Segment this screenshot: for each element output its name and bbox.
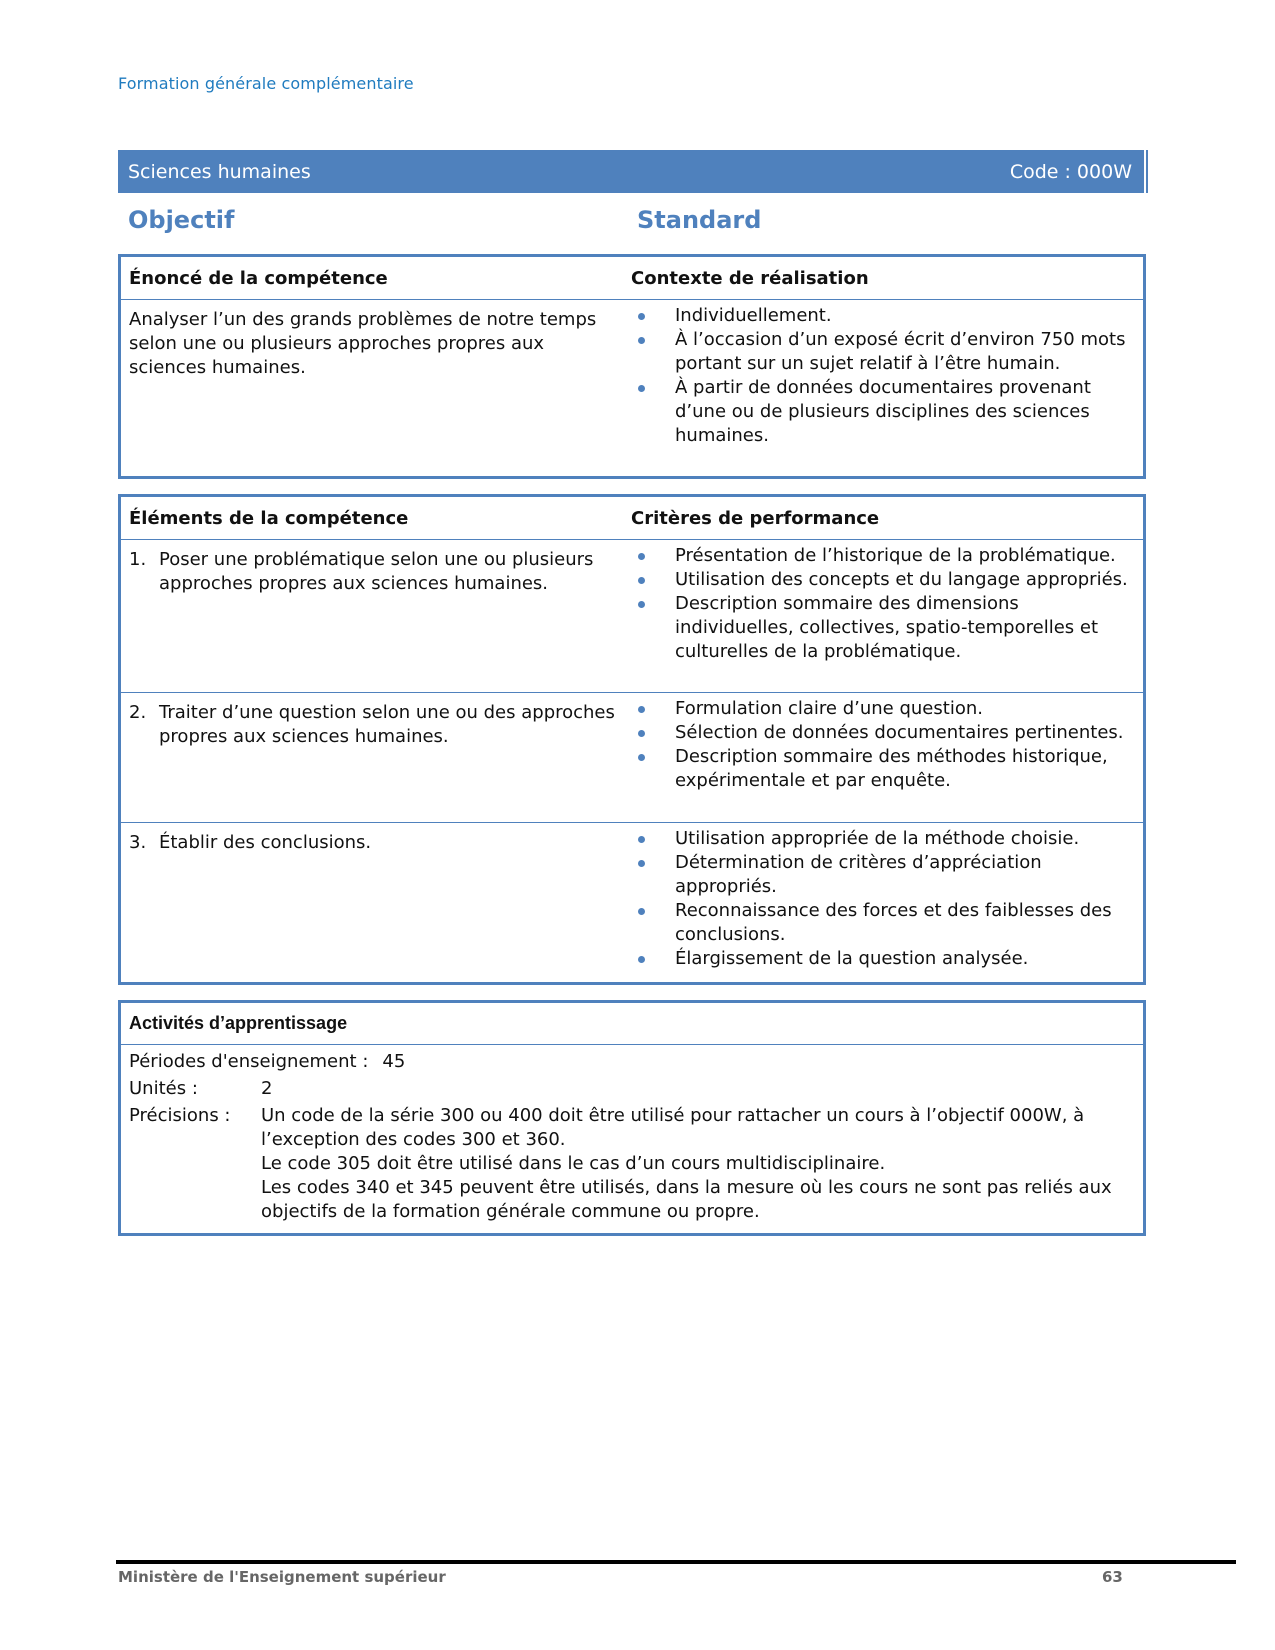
- criteria-cell: [631, 540, 1143, 692]
- list-item: Reconnaissance des forces et des faiblesses des conclusions.: [631, 899, 1133, 947]
- criteria-list: [631, 827, 1133, 971]
- section-heading-standard: Standard: [637, 206, 762, 234]
- element-number: 3.: [129, 832, 147, 853]
- bullet-icon: [631, 592, 675, 664]
- periodes-line: [129, 1050, 1133, 1074]
- elements-table: [118, 494, 1146, 985]
- enonce-text: Analyser l’un des grands problèmes de notre temps selon une ou plusieurs approches propres aux sciences humaines.: [129, 309, 597, 378]
- bullet-icon: [631, 304, 675, 328]
- bullet-icon: [631, 899, 675, 947]
- list-item: À partir de données documentaires provenant d’une ou de plusieurs disciplines des sciences humaines.: [631, 376, 1133, 448]
- list-item: Utilisation appropriée de la méthode choisie.: [631, 827, 1133, 851]
- course-code: Code : 000W: [1009, 160, 1132, 183]
- criteria-cell: [631, 823, 1143, 975]
- list-item: Sélection de données documentaires pertinentes.: [631, 721, 1133, 745]
- element-number: 1.: [129, 549, 147, 570]
- bullet-icon: [631, 721, 675, 745]
- precision-paragraph: Un code de la série 300 ou 400 doit être utilisé pour rattacher un cours à l’objectif 000W, à l’exception des codes 300 et 360.: [261, 1105, 1085, 1150]
- page-header-title: Formation générale complémentaire: [118, 74, 414, 93]
- bullet-icon: [631, 745, 675, 793]
- table-row: [121, 540, 1143, 693]
- element-number: 2.: [129, 702, 147, 723]
- precision-paragraph: Le code 305 doit être utilisé dans le cas d’un cours multidisciplinaire.: [261, 1153, 886, 1174]
- precision-paragraph: Les codes 340 et 345 peuvent être utilisés, dans la mesure où les cours ne sont pas reliés aux objectifs de la formation générale commune ou propre.: [261, 1177, 1112, 1222]
- list-item: Présentation de l’historique de la problématique.: [631, 544, 1133, 568]
- periodes-value: 45: [382, 1051, 406, 1072]
- list-item: Individuellement.: [631, 304, 1133, 328]
- competence-table: [118, 254, 1146, 479]
- bullet-icon: [631, 328, 675, 376]
- contexte-header: Contexte de réalisation: [631, 267, 869, 289]
- table-row: [121, 823, 1143, 975]
- competence-row: [121, 300, 1143, 452]
- list-item: Description sommaire des dimensions individuelles, collectives, spatio-temporelles et culturelles de la problématique.: [631, 592, 1133, 664]
- bullet-icon: [631, 376, 675, 448]
- precisions-text: [261, 1104, 1133, 1224]
- bullet-icon: [631, 544, 675, 568]
- unites-line: [129, 1077, 1133, 1101]
- list-item: Détermination de critères d’appréciation appropriés.: [631, 851, 1133, 899]
- footer-page-number: 63: [1102, 1568, 1123, 1586]
- list-item: À l’occasion d’un exposé écrit d’environ 750 mots portant sur un sujet relatif à l’être humain.: [631, 328, 1133, 376]
- section-heading-objectif: Objectif: [128, 206, 235, 234]
- bullet-icon: [631, 851, 675, 899]
- activites-table: [118, 1000, 1146, 1236]
- element-cell: [121, 540, 631, 692]
- activites-body: [121, 1045, 1143, 1235]
- element-text: Poser une problématique selon une ou plusieurs approches propres aux sciences humaines.: [159, 549, 594, 594]
- bullet-icon: [631, 947, 675, 971]
- criteria-list: [631, 697, 1133, 793]
- unites-value: 2: [261, 1078, 273, 1099]
- element-text: Traiter d’une question selon une ou des approches propres aux sciences humaines.: [159, 702, 615, 747]
- elements-header: Éléments de la compétence: [129, 507, 409, 529]
- periodes-label: Périodes d'enseignement :: [129, 1051, 369, 1072]
- list-item: Formulation claire d’une question.: [631, 697, 1133, 721]
- list-item: Utilisation des concepts et du langage appropriés.: [631, 568, 1133, 592]
- course-name: Sciences humaines: [128, 160, 311, 183]
- bullet-icon: [631, 827, 675, 851]
- criteria-list: [631, 544, 1133, 664]
- table-row: [121, 693, 1143, 823]
- elements-header-row: [121, 497, 1143, 540]
- unites-label: Unités :: [129, 1078, 198, 1099]
- contexte-list: [631, 304, 1133, 448]
- criteria-cell: [631, 693, 1143, 822]
- activites-header: Activités d’apprentissage: [121, 1003, 1143, 1045]
- element-cell: [121, 823, 631, 975]
- course-title-bar: [118, 150, 1146, 193]
- bullet-icon: [631, 697, 675, 721]
- footer-ministry: Ministère de l'Enseignement supérieur: [118, 1568, 446, 1586]
- precisions-line: [129, 1104, 1133, 1224]
- precisions-label: Précisions :: [129, 1105, 231, 1126]
- criteres-header: Critères de performance: [631, 507, 880, 529]
- list-item: Élargissement de la question analysée.: [631, 947, 1133, 971]
- enonce-header: Énoncé de la compétence: [129, 267, 388, 289]
- list-item: Description sommaire des méthodes historique, expérimentale et par enquête.: [631, 745, 1133, 793]
- footer-divider: [116, 1560, 1236, 1564]
- bullet-icon: [631, 568, 675, 592]
- element-cell: [121, 693, 631, 822]
- competence-header-row: [121, 257, 1143, 300]
- contexte-list-cell: [631, 300, 1143, 452]
- element-text: Établir des conclusions.: [159, 832, 372, 853]
